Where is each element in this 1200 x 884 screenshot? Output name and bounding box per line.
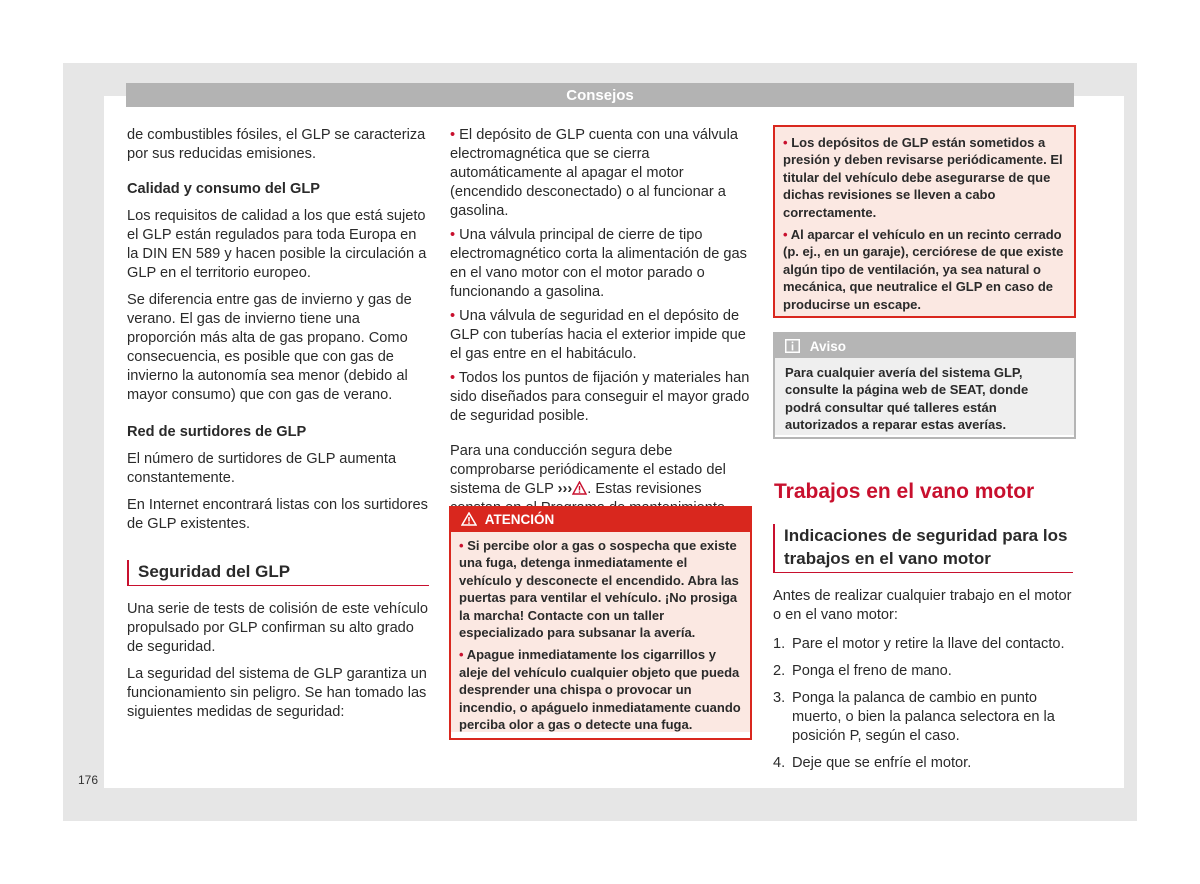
info-icon (785, 339, 800, 354)
warning-triangle-icon (572, 481, 587, 497)
warning-item: • Al aparcar el vehículo en un recinto cerrado (p. ej., en un garaje), cerciórese de que existe algún tipo de ventilación, ya sea natural o mecánica, que neutralice el GLP en caso de producirse un escape. (783, 227, 1064, 312)
paragraph-safety-1: Una serie de tests de colisión de este vehículo propulsado por GLP confirman su alto grado de seguridad. (127, 601, 428, 655)
warning-triangle-icon (461, 512, 477, 527)
warning-item: • Si percibe olor a gas o sospecha que existe una fuga, detenga inmediatamente el vehículo y desconecte el encendido. Abra las puertas para ventilar el vehículo. ¡No prosiga la marcha! Contacte con un taller especializado para subsanar la avería. (459, 538, 739, 641)
warning-box-continued (773, 125, 1076, 318)
list-item: 2. Ponga el freno de mano. (773, 663, 952, 679)
note-header (775, 334, 1074, 358)
cross-reference-link[interactable]: ››› (557, 481, 573, 497)
note-text: Para cualquier avería del sistema GLP, consulte la página web de SEAT, donde podrá consultar qué talleres están autorizados a reparar estas averías. (775, 358, 1074, 435)
paragraph-quality-2: Se diferencia entre gas de invierno y gas de verano. El gas de invierno tiene una proporción más alta de gas propano. Como consecuencia, es posible que con gas de invierno la autonomía sea menor (debido al mayor consumo) que con gas de verano. (127, 292, 412, 403)
list-item: 1. Pare el motor y retire la llave del contacto. (773, 636, 1065, 652)
list-item: • El depósito de GLP cuenta con una válvula electromagnética que se cierra automáticamente al apagar el motor (encendido desconectado) o al funcionar a gasolina. (450, 127, 738, 219)
warning-box (449, 506, 752, 740)
page-number: 176 (78, 773, 99, 787)
intro-steps: Antes de realizar cualquier trabajo en el motor o en el vano motor: (773, 588, 1072, 623)
note-title: Aviso (809, 339, 847, 354)
chapter-title: Trabajos en el vano motor (774, 480, 1035, 503)
column-middle (450, 126, 750, 526)
heading-quality: Calidad y consumo del GLP (127, 181, 320, 197)
warning-title: ATENCIÓN (484, 512, 555, 527)
warning-item: • Los depósitos de GLP están sometidos a presión y deben revisarse periódicamente. El titular del vehículo debe asegurarse de que dichas revisiones se lleven a cabo correctamente. (783, 135, 1063, 220)
section-title-safety: Seguridad del GLP (127, 560, 429, 586)
list-item: • Una válvula de seguridad en el depósito de GLP con tuberías hacia el exterior impide que el gas entre en el habitáculo. (450, 308, 746, 362)
intro-paragraph: de combustibles fósiles, el GLP se caracteriza por sus reducidas emisiones. (127, 127, 426, 162)
warning-body (775, 127, 1074, 316)
list-item: 4. Deje que se enfríe el motor. (773, 755, 972, 771)
heading-network: Red de surtidores de GLP (127, 424, 307, 440)
paragraph-network-2: En Internet encontrará listas con los surtidores de GLP existentes. (127, 497, 428, 532)
paragraph-quality-1: Los requisitos de calidad a los que está sujeto el GLP están regulados para toda Europa en la DIN EN 589 y hacen posible la circulación a GLP en el territorio europeo. (127, 208, 427, 281)
column-right (773, 524, 1073, 781)
header-bar: Consejos (126, 83, 1074, 107)
paragraph-check: Para una conducción segura debe comprobarse periódicamente el estado del sistema de GLP ››› . Estas revisiones (450, 443, 726, 497)
paragraph-network-1: El número de surtidores de GLP aumenta constantemente. (127, 451, 397, 486)
section-title-engine: Indicaciones de seguridad para los trabajos en el vano motor (773, 524, 1073, 573)
list-item: • Una válvula principal de cierre de tipo electromagnético corta la alimentación de gas en el vano motor con el motor parado o funcionando a gasolina. (450, 227, 747, 300)
warning-item: • Apague inmediatamente los cigarrillos y aleje del vehículo cualquier objeto que pueda desprender una chispa o provocar un incendio, o apáguelo inmediatamente cuando perciba olor a gas o detecte una fuga. (459, 647, 741, 733)
warning-body (451, 532, 750, 732)
column-left (127, 126, 429, 730)
paragraph-safety-2: La seguridad del sistema de GLP garantiza un funcionamiento sin peligro. Se han tomado las siguientes medidas de seguridad: (127, 666, 427, 720)
note-box (773, 332, 1076, 439)
list-item: 3. Ponga la palanca de cambio en punto muerto, o bien la palanca selectora en la posición P, según el caso. (773, 690, 1055, 744)
steps-list (773, 635, 1073, 773)
list-item: • Todos los puntos de fijación y materiales han sido diseñados para conseguir el mayor grado de seguridad posible. (450, 370, 750, 424)
warning-header (451, 508, 750, 532)
